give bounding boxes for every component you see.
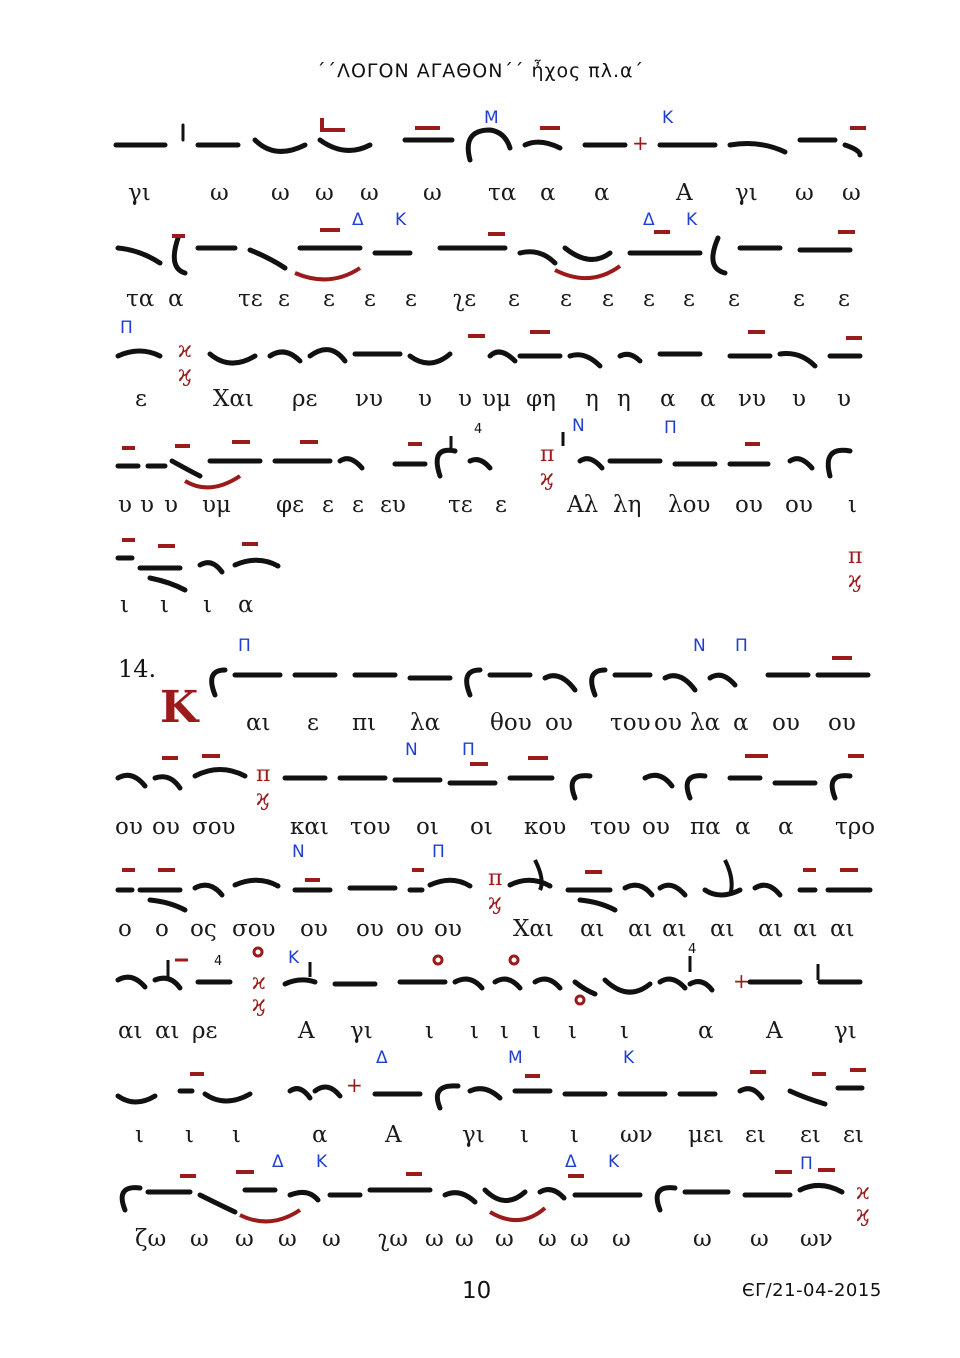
lyric-syllable: τε xyxy=(238,286,263,312)
lyric-syllable: α xyxy=(700,386,716,412)
lyric-syllable: ω xyxy=(210,180,229,206)
lyric-syllable: ος xyxy=(190,916,217,942)
chant-line-7 xyxy=(0,738,960,848)
lyric-syllable: αι xyxy=(246,710,271,736)
lyric-syllable: ι xyxy=(500,1018,510,1044)
lyric-syllable: ι xyxy=(520,1122,530,1148)
date-stamp: ЄΓ/21-04-2015 xyxy=(742,1280,882,1301)
lyric-syllable: υμ xyxy=(202,492,231,518)
lyric-syllable: ω xyxy=(750,1226,769,1252)
chant-line-2 xyxy=(0,208,960,318)
lyric-syllable: ω xyxy=(693,1226,712,1252)
neume-row-2 xyxy=(0,208,960,288)
lyric-syllable: κου xyxy=(524,814,567,840)
lyric-syllable: ω xyxy=(495,1226,514,1252)
lyric-syllable: ε xyxy=(135,386,147,412)
martyria-letter: Κ xyxy=(288,948,300,968)
lyric-syllable: αι xyxy=(118,1018,143,1044)
lyric-syllable: αι xyxy=(628,916,653,942)
lyric-syllable: ω xyxy=(612,1226,631,1252)
neume-row-7 xyxy=(0,738,960,818)
lyric-syllable: ου xyxy=(654,710,682,736)
lyric-syllable: λου xyxy=(668,492,711,518)
martyria-ke: ϗ xyxy=(540,466,554,491)
lyric-syllable: αι xyxy=(793,916,818,942)
lyric-syllable: ω xyxy=(425,1226,444,1252)
neume-row-11 xyxy=(0,1150,960,1230)
count-number: 4 xyxy=(474,422,483,437)
lyric-syllable: ι xyxy=(568,1018,578,1044)
lyric-syllable: ε xyxy=(323,286,335,312)
martyria-letter: Π xyxy=(735,636,748,656)
lyric-syllable: νυ xyxy=(355,386,383,412)
lyric-syllable: γι xyxy=(462,1122,485,1148)
martyria-ke: ϗ xyxy=(856,1202,870,1227)
martyria-letter: Ν xyxy=(292,842,305,862)
martyria-ke: ϗ xyxy=(256,786,270,811)
lyric-syllable: αι xyxy=(662,916,687,942)
lyric-syllable: οι xyxy=(416,814,439,840)
lyric-syllable: γι xyxy=(834,1018,857,1044)
lyric-syllable: ι xyxy=(185,1122,195,1148)
lyric-syllable: Χαι xyxy=(213,386,254,412)
lyric-syllable: πι xyxy=(352,710,377,736)
lyric-syllable: α xyxy=(594,180,610,206)
lyric-syllable: φε xyxy=(276,492,305,518)
martyria-zo: ϰ xyxy=(856,1180,870,1205)
martyria-letter: Κ xyxy=(316,1152,328,1172)
martyria-ke: ϗ xyxy=(488,890,502,915)
neume-row-8 xyxy=(0,840,960,920)
lyric-syllable: ε xyxy=(405,286,417,312)
lyric-syllable: ι xyxy=(470,1018,480,1044)
martyria-letter: Ν xyxy=(405,740,418,760)
lyric-syllable: πα xyxy=(690,814,721,840)
lyric-syllable: ω xyxy=(455,1226,474,1252)
lyric-syllable: υ xyxy=(140,492,154,518)
svg-text:+: + xyxy=(346,1073,363,1097)
lyric-syllable: σου xyxy=(232,916,276,942)
lyric-syllable: υ xyxy=(458,386,472,412)
lyric-syllable: ου xyxy=(396,916,424,942)
lyric-syllable: ε xyxy=(602,286,614,312)
lyric-syllable: ει xyxy=(800,1122,821,1148)
lyric-syllable: ρε xyxy=(292,386,318,412)
lyric-syllable: υ xyxy=(792,386,806,412)
lyric-syllable: τα xyxy=(126,286,155,312)
lyric-syllable: ε xyxy=(495,492,507,518)
lyric-syllable: ου xyxy=(785,492,813,518)
lyric-syllable: ζω xyxy=(135,1226,167,1252)
lyric-syllable: α xyxy=(778,814,794,840)
lyric-syllable: ε xyxy=(560,286,572,312)
lyric-syllable: υ xyxy=(837,386,851,412)
martyria-letter: Δ xyxy=(376,1048,388,1068)
chant-line-8 xyxy=(0,840,960,950)
lyric-syllable: α xyxy=(238,592,254,618)
martyria-letter: Π xyxy=(664,418,677,438)
martyria-letter: Π xyxy=(120,318,133,338)
lyric-syllable: ι xyxy=(425,1018,435,1044)
lyric-syllable: θου xyxy=(490,710,532,736)
martyria-zo: ϰ xyxy=(178,338,192,363)
lyric-syllable: υ xyxy=(164,492,178,518)
lyric-syllable: Α xyxy=(385,1122,402,1148)
martyria-letter: Κ xyxy=(623,1048,635,1068)
section-number: 14. xyxy=(118,655,157,683)
lyric-syllable: ε xyxy=(352,492,364,518)
martyria-pa: π xyxy=(488,866,503,891)
lyric-syllable: ʅε xyxy=(453,286,477,312)
lyric-syllable: ω xyxy=(190,1226,209,1252)
lyric-syllable: ου xyxy=(642,814,670,840)
lyric-syllable: ω xyxy=(360,180,379,206)
svg-text:+: + xyxy=(632,131,649,155)
lyric-syllable: ε xyxy=(307,710,319,736)
lyric-syllable: ω xyxy=(570,1226,589,1252)
lyric-syllable: του xyxy=(590,814,631,840)
martyria-letter: Ν xyxy=(572,416,585,436)
lyric-syllable: ι xyxy=(532,1018,542,1044)
lyric-syllable: ι xyxy=(160,592,170,618)
neume-row-3 xyxy=(0,316,960,386)
lyric-syllable: ου xyxy=(772,710,800,736)
lyric-syllable: γι xyxy=(735,180,758,206)
lyric-syllable: τε xyxy=(448,492,473,518)
martyria-letter: Κ xyxy=(686,210,698,230)
lyric-syllable: ο xyxy=(118,916,132,942)
lyric-syllable: ι xyxy=(120,592,130,618)
neume-row-10 xyxy=(0,1046,960,1126)
lyric-syllable: α xyxy=(168,286,184,312)
martyria-letter: Π xyxy=(238,636,251,656)
lyric-syllable: ου xyxy=(545,710,573,736)
martyria-letter: Π xyxy=(462,740,475,760)
lyric-syllable: ω xyxy=(538,1226,557,1252)
chant-line-11 xyxy=(0,1150,960,1260)
martyria-pa: π xyxy=(540,442,555,467)
lyric-syllable: α xyxy=(698,1018,714,1044)
lyric-syllable: γι xyxy=(350,1018,373,1044)
chant-line-10 xyxy=(0,1046,960,1156)
neume-row-6 xyxy=(0,630,960,710)
lyric-syllable: ε xyxy=(728,286,740,312)
lyric-syllable: ω xyxy=(315,180,334,206)
lyric-syllable: τρο xyxy=(835,814,876,840)
page-header-title: ΄΄ΛΟΓΟΝ ΑΓΑΘΟΝ΄΄ ἦχος πλ.α΄ xyxy=(315,60,645,82)
lyric-syllable: ι xyxy=(232,1122,242,1148)
lyric-syllable: ε xyxy=(683,286,695,312)
lyric-syllable: ω xyxy=(271,180,290,206)
lyric-syllable: οι xyxy=(470,814,493,840)
lyric-syllable: ο xyxy=(155,916,169,942)
martyria-letter: Κ xyxy=(608,1152,620,1172)
martyria-letter: Μ xyxy=(508,1048,523,1068)
lyric-syllable: του xyxy=(610,710,651,736)
martyria-letter: Δ xyxy=(352,210,364,230)
martyria-letter: Δ xyxy=(643,210,655,230)
lyric-syllable: φη xyxy=(526,386,556,412)
count-number: 4 xyxy=(214,954,223,969)
lyric-syllable: τα xyxy=(488,180,517,206)
count-number: 4 xyxy=(688,942,697,957)
lyric-syllable: υ xyxy=(118,492,132,518)
lyric-syllable: ων xyxy=(620,1122,653,1148)
lyric-syllable: και xyxy=(290,814,329,840)
lyric-syllable: σου xyxy=(192,814,236,840)
martyria-pa: π xyxy=(256,762,271,787)
lyric-syllable: ι xyxy=(570,1122,580,1148)
lyric-syllable: η xyxy=(585,386,599,412)
lyric-syllable: αι xyxy=(758,916,783,942)
neume-row-1 xyxy=(0,100,960,170)
lyric-syllable: ου xyxy=(735,492,763,518)
lyric-syllable: ου xyxy=(356,916,384,942)
martyria-letter: Π xyxy=(432,842,445,862)
lyric-syllable: ει xyxy=(745,1122,766,1148)
lyric-syllable: αι xyxy=(580,916,605,942)
martyria-letter: Δ xyxy=(272,1152,284,1172)
martyria-letter: Ν xyxy=(693,636,706,656)
lyric-syllable: α xyxy=(660,386,676,412)
lyric-syllable: α xyxy=(735,814,751,840)
lyric-syllable: γι xyxy=(128,180,151,206)
lyric-syllable: Α xyxy=(676,180,693,206)
martyria-ke: ϗ xyxy=(252,992,266,1017)
lyric-syllable: ρε xyxy=(192,1018,218,1044)
lyric-syllable: νυ xyxy=(738,386,766,412)
lyric-syllable: ι xyxy=(203,592,213,618)
lyric-syllable: λα xyxy=(690,710,721,736)
lyric-syllable: ω xyxy=(842,180,861,206)
lyric-syllable: ω xyxy=(795,180,814,206)
lyric-syllable: ει xyxy=(843,1122,864,1148)
lyric-syllable: Α xyxy=(298,1018,315,1044)
lyric-syllable: Α xyxy=(766,1018,783,1044)
lyric-syllable: ω xyxy=(423,180,442,206)
chant-line-9 xyxy=(0,942,960,1052)
martyria-letter: Κ xyxy=(662,108,674,128)
martyria-zo: ϰ xyxy=(252,970,266,995)
lyric-syllable: η xyxy=(617,386,631,412)
lyric-syllable: ω xyxy=(235,1226,254,1252)
lyric-syllable: α xyxy=(733,710,749,736)
lyric-syllable: α xyxy=(540,180,556,206)
lyric-syllable: ου xyxy=(828,710,856,736)
martyria-ke: ϗ xyxy=(178,362,192,387)
martyria-letter: Κ xyxy=(395,210,407,230)
drop-initial: Κ xyxy=(160,682,199,733)
lyric-syllable: ε xyxy=(643,286,655,312)
lyric-syllable: αι xyxy=(155,1018,180,1044)
lyric-syllable: ε xyxy=(278,286,290,312)
lyric-syllable: α xyxy=(312,1122,328,1148)
lyric-syllable: ε xyxy=(364,286,376,312)
martyria-letter: Μ xyxy=(484,108,499,128)
lyric-syllable: ω xyxy=(278,1226,297,1252)
neume-row-5 xyxy=(0,530,960,600)
lyric-syllable: υμ xyxy=(482,386,511,412)
lyric-syllable: υ xyxy=(418,386,432,412)
lyric-syllable: λα xyxy=(410,710,441,736)
lyric-syllable: Αλ xyxy=(567,492,599,518)
lyric-syllable: λη xyxy=(613,492,642,518)
lyric-syllable: ι xyxy=(620,1018,630,1044)
martyria-letter: Δ xyxy=(565,1152,577,1172)
lyric-syllable: ου xyxy=(434,916,462,942)
lyric-syllable: ου xyxy=(300,916,328,942)
martyria-pa: π xyxy=(848,544,863,569)
lyric-syllable: ου xyxy=(152,814,180,840)
lyric-syllable: Χαι xyxy=(513,916,554,942)
lyric-syllable: αι xyxy=(830,916,855,942)
martyria-letter: Π xyxy=(800,1154,813,1174)
lyric-syllable: ου xyxy=(115,814,143,840)
lyric-syllable: ε xyxy=(793,286,805,312)
chant-line-3 xyxy=(0,316,960,426)
lyric-syllable: αι xyxy=(710,916,735,942)
martyria-ke: ϗ xyxy=(848,568,862,593)
lyric-syllable: ων xyxy=(800,1226,833,1252)
lyric-syllable: ʅω xyxy=(378,1226,408,1252)
svg-text:+: + xyxy=(733,969,750,993)
chant-line-1 xyxy=(0,100,960,210)
lyric-syllable: ε xyxy=(838,286,850,312)
page-number: 10 xyxy=(462,1278,492,1304)
chant-line-5 xyxy=(0,530,960,630)
chant-line-4 xyxy=(0,416,960,526)
lyric-syllable: ω xyxy=(322,1226,341,1252)
chant-line-6 xyxy=(0,630,960,740)
lyric-syllable: του xyxy=(350,814,391,840)
lyric-syllable: ε xyxy=(322,492,334,518)
lyric-syllable: ε xyxy=(508,286,520,312)
neume-row-9 xyxy=(0,942,960,1022)
lyric-syllable: ι xyxy=(848,492,858,518)
lyric-syllable: ι xyxy=(135,1122,145,1148)
lyric-syllable: μει xyxy=(688,1122,724,1148)
lyric-syllable: ευ xyxy=(380,492,406,518)
